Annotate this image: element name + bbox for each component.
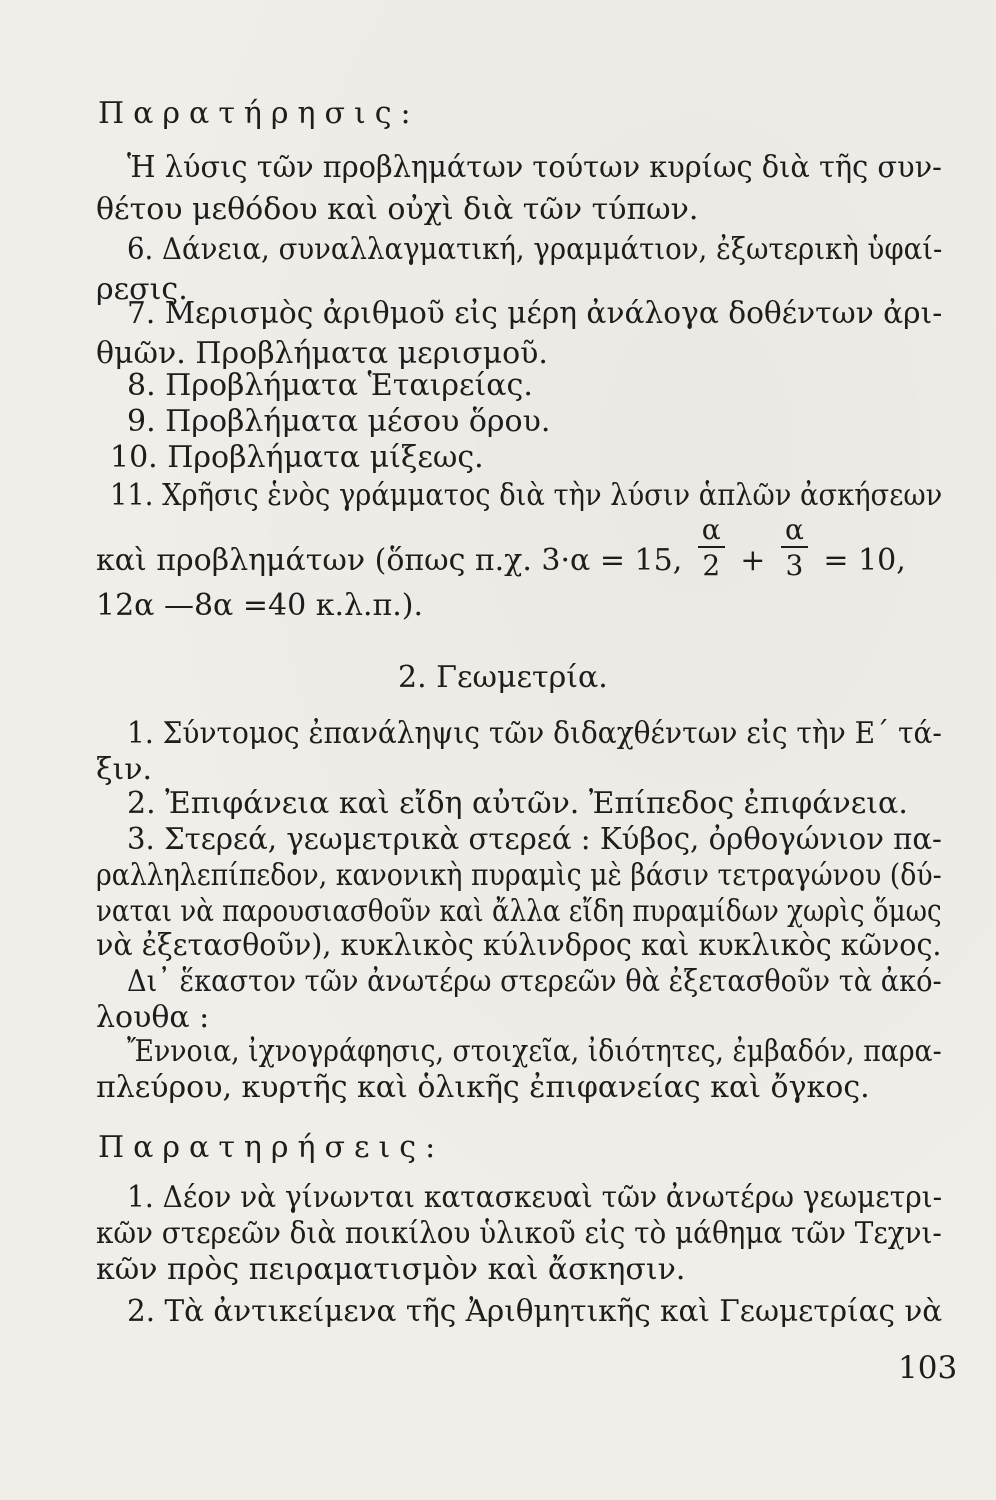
geometry-para-2-line-2: πλεύρου, κυρτῆς καὶ ὁλικῆς ἐπιφανείας καὶ ὄγκος. xyxy=(96,1070,870,1105)
note-heading: Παρατήρησις: xyxy=(98,96,420,131)
fraction-2-denominator: 3 xyxy=(785,549,804,582)
note-item-1-line-3: κῶν πρὸς πειραματισμὸν καὶ ἄσκησιν. xyxy=(96,1252,686,1287)
note-line-1: Ἡ λύσις τῶν προβλημάτων τούτων κυρίως διὰ τῆς συν- xyxy=(127,150,942,185)
fraction-a-over-3 xyxy=(781,513,808,582)
plus-sign: + xyxy=(740,543,766,578)
formula-text-after: = 10, xyxy=(823,543,906,578)
arith-item-6-line-2: ρεσις. xyxy=(96,272,188,307)
arith-item-9: 9. Προβλήματα μέσου ὅρου. xyxy=(127,404,551,439)
geometry-item-2: 2. Ἐπιφάνεια καὶ εἴδη αὐτῶν. Ἐπίπεδος ἐπιφάνεια. xyxy=(127,786,908,821)
notes-heading: Παρατηρήσεις: xyxy=(98,1130,445,1165)
arith-item-11-line-1: 11. Χρῆσις ἑνὸς γράμματος διὰ τὴν λύσιν ἁπλῶν ἀσκήσεων xyxy=(110,478,943,513)
geometry-item-3-line-1: 3. Στερεά, γεωμετρικὰ στερεά : Κύβος, ὀρθογώνιον πα- xyxy=(127,822,942,857)
note-item-2-line-1: 2. Τὰ ἀντικείμενα τῆς Ἀριθμητικῆς καὶ Γεωμετρίας νὰ xyxy=(127,1294,943,1329)
note-item-1-line-2: κῶν στερεῶν διὰ ποικίλου ὑλικοῦ εἰς τὸ μάθημα τῶν Τεχνι- xyxy=(96,1216,942,1251)
geometry-item-1-line-1: 1. Σύντομος ἐπανάληψις τῶν διδαχθέντων εἰς τὴν Ε΄ τά- xyxy=(127,716,942,751)
note-line-2: θέτου μεθόδου καὶ οὐχὶ διὰ τῶν τύπων. xyxy=(96,192,699,227)
geometry-para-1-line-2: λουθα : xyxy=(96,1000,210,1035)
geometry-item-3-line-2: ραλληλεπίπεδον, κανονικὴ πυραμὶς μὲ βάσιν τετραγώνου (δύ- xyxy=(96,858,942,893)
arith-item-10: 10. Προβλήματα μίξεως. xyxy=(110,440,484,475)
fraction-1-numerator: α xyxy=(701,513,721,546)
note-item-1-line-1: 1. Δέον νὰ γίνωνται κατασκευαὶ τῶν ἀνωτέρω γεωμετρι- xyxy=(127,1180,943,1215)
arith-item-7-line-2: θμῶν. Προβλήματα μερισμοῦ. xyxy=(96,336,548,371)
fraction-1-denominator: 2 xyxy=(702,549,721,582)
fraction-2-numerator: α xyxy=(784,513,804,546)
section-title-geometry: 2. Γεωμετρία. xyxy=(398,660,608,695)
arith-item-7-line-1: 7. Μερισμὸς ἀριθμοῦ εἰς μέρη ἀνάλογα δοθέντων ἀρι- xyxy=(127,296,943,331)
page-number: 103 xyxy=(898,1350,958,1386)
arith-item-11-formula-line xyxy=(96,513,906,594)
geometry-item-1-line-2: ξιν. xyxy=(96,752,153,787)
arith-item-11-line-3: 12α —8α =40 κ.λ.π.). xyxy=(96,588,424,623)
geometry-para-2-line-1: Ἔννοια, ἰχνογράφησις, στοιχεῖα, ἰδιότητες, ἐμβαδόν, παρα- xyxy=(127,1034,942,1069)
arith-item-6-line-1: 6. Δάνεια, συναλλαγματική, γραμμάτιον, ἐξωτερικὴ ὑφαί- xyxy=(127,232,943,267)
formula-text-before: καὶ προβλημάτων (ὅπως π.χ. 3·α = 15, xyxy=(96,543,683,578)
arith-item-8: 8. Προβλήματα Ἑταιρείας. xyxy=(127,368,533,403)
geometry-para-1-line-1: Δι᾽ ἕκαστον τῶν ἀνωτέρω στερεῶν θὰ ἐξετασθοῦν τὰ ἀκό- xyxy=(127,964,942,999)
geometry-item-3-line-3: ναται νὰ παρουσιασθοῦν καὶ ἄλλα εἴδη πυραμίδων χωρὶς ὅμως xyxy=(96,894,942,929)
geometry-item-3-line-4: νὰ ἐξετασθοῦν), κυκλικὸς κύλινδρος καὶ κυκλικὸς κῶνος. xyxy=(96,928,942,963)
fraction-a-over-2 xyxy=(698,513,725,582)
